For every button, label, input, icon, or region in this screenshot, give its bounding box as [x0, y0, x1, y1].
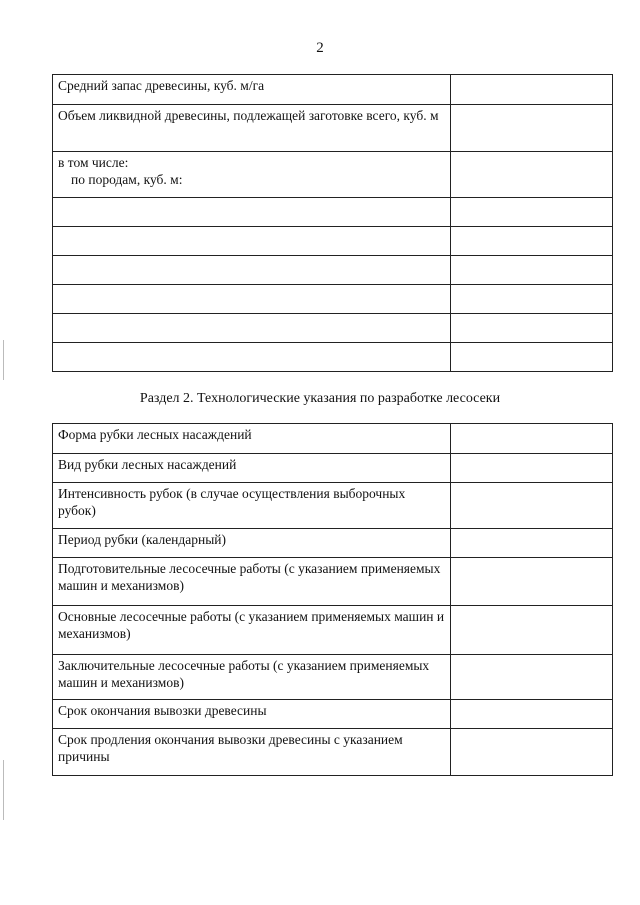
table-row — [53, 529, 613, 558]
species-name-cell[interactable] — [53, 198, 451, 227]
section-2-title: Раздел 2. Технологические указания по разработке лесосеки — [139, 391, 501, 406]
table-row — [53, 75, 613, 105]
row-value-cell[interactable] — [451, 75, 613, 105]
row-value-cell[interactable] — [451, 606, 613, 655]
row-value-cell[interactable] — [451, 529, 613, 558]
table-row — [53, 105, 613, 152]
row-value-cell[interactable] — [451, 152, 613, 198]
row-value-cell[interactable] — [451, 314, 613, 343]
species-name-cell[interactable] — [53, 343, 451, 372]
row-label: Срок продления окончания вывозки древесины с указанием причины — [53, 729, 451, 776]
species-name-cell[interactable] — [53, 227, 451, 256]
timber-volume-table — [52, 74, 613, 372]
table-row — [53, 424, 613, 454]
table-row — [53, 285, 613, 314]
page-number: 2 — [316, 40, 324, 56]
table-row — [53, 314, 613, 343]
row-value-cell[interactable] — [451, 105, 613, 152]
row-label: Объем ликвидной древесины, подлежащей заготовке всего, куб. м — [53, 105, 451, 152]
row-label: Средний запас древесины, куб. м/га — [53, 75, 451, 105]
table-row — [53, 343, 613, 372]
row-label: Период рубки (календарный) — [53, 529, 451, 558]
row-value-cell[interactable] — [451, 558, 613, 606]
row-value-cell[interactable] — [451, 343, 613, 372]
row-sublabel: по породам, куб. м: — [71, 172, 183, 187]
row-value-cell[interactable] — [451, 198, 613, 227]
table-row — [53, 606, 613, 655]
row-label: Срок окончания вывозки древесины — [53, 700, 451, 729]
table-row — [53, 700, 613, 729]
row-label: Вид рубки лесных насаждений — [53, 454, 451, 483]
table-row — [53, 256, 613, 285]
row-value-cell[interactable] — [451, 285, 613, 314]
species-name-cell[interactable] — [53, 314, 451, 343]
row-label: Форма рубки лесных насаждений — [53, 424, 451, 454]
table-row — [53, 558, 613, 606]
row-value-cell[interactable] — [451, 227, 613, 256]
technology-instructions-table — [52, 423, 613, 776]
table-row — [53, 454, 613, 483]
table-row — [53, 729, 613, 776]
row-value-cell[interactable] — [451, 700, 613, 729]
row-value-cell[interactable] — [451, 729, 613, 776]
table-row — [53, 483, 613, 529]
row-label-group — [53, 152, 451, 198]
table-row — [53, 655, 613, 700]
row-label: в том числе: — [58, 155, 129, 170]
scan-edge-mark — [3, 340, 4, 380]
row-value-cell[interactable] — [451, 256, 613, 285]
table-row — [53, 227, 613, 256]
row-value-cell[interactable] — [451, 454, 613, 483]
table-row — [53, 152, 613, 198]
row-value-cell[interactable] — [451, 424, 613, 454]
species-name-cell[interactable] — [53, 256, 451, 285]
row-value-cell[interactable] — [451, 483, 613, 529]
row-value-cell[interactable] — [451, 655, 613, 700]
row-label: Основные лесосечные работы (с указанием применяемых машин и механизмов) — [53, 606, 451, 655]
row-label: Интенсивность рубок (в случае осуществления выборочных рубок) — [53, 483, 451, 529]
scan-edge-mark — [3, 760, 4, 820]
species-name-cell[interactable] — [53, 285, 451, 314]
row-label: Заключительные лесосечные работы (с указанием применяемых машин и механизмов) — [53, 655, 451, 700]
row-label: Подготовительные лесосечные работы (с указанием применяемых машин и механизмов) — [53, 558, 451, 606]
table-row — [53, 198, 613, 227]
